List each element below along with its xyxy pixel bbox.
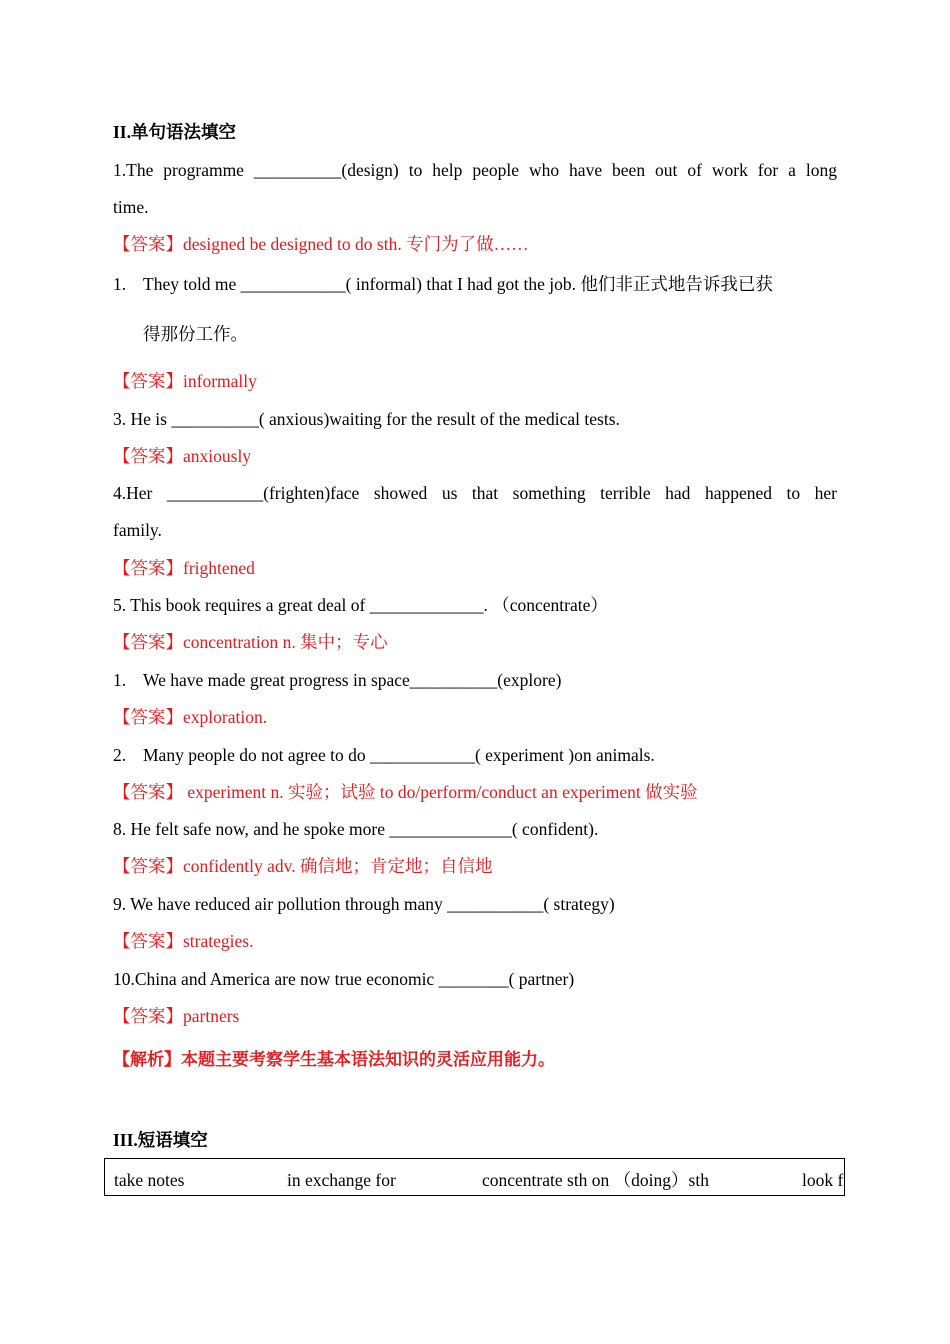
question-4-line2: family. bbox=[113, 520, 162, 540]
question-2-answer: 【答案】informally bbox=[113, 371, 257, 391]
question-6-answer: 【答案】exploration. bbox=[113, 707, 268, 727]
question-6-number: 1. bbox=[113, 670, 127, 690]
question-7-number: 2. bbox=[113, 745, 127, 765]
section-iii-title: III.短语填空 bbox=[113, 1130, 208, 1150]
phrase-cell: take notes bbox=[114, 1170, 185, 1190]
question-9-answer: 【答案】strategies. bbox=[113, 931, 254, 951]
question-2-line2: 得那份工作。 bbox=[143, 324, 248, 344]
phrase-cell: look f bbox=[802, 1170, 844, 1190]
question-10-answer: 【答案】partners bbox=[113, 1006, 240, 1026]
section-ii-title: II.单句语法填空 bbox=[113, 122, 236, 142]
analysis-note: 【解析】本题主要考察学生基本语法知识的灵活应用能力。 bbox=[113, 1050, 555, 1070]
question-3-line1: 3. He is __________( anxious)waiting for the result of the medical tests. bbox=[113, 409, 620, 429]
question-3-answer: 【答案】anxiously bbox=[113, 446, 252, 466]
question-1-answer: 【答案】designed be designed to do sth. 专门为了做…… bbox=[113, 234, 529, 254]
phrase-table bbox=[104, 1158, 845, 1196]
question-5-line1: 5. This book requires a great deal of _____________. （concentrate） bbox=[113, 595, 608, 615]
question-8-line1: 8. He felt safe now, and he spoke more ______________( confident). bbox=[113, 819, 599, 839]
question-7-line1: Many people do not agree to do ____________( experiment )on animals. bbox=[143, 745, 655, 765]
question-10-line1: 10.China and America are now true economic ________( partner) bbox=[113, 969, 575, 989]
question-4-line1: 4.Her ___________(frighten)face showed us that something terrible had happened to her bbox=[113, 483, 837, 503]
question-9-line1: 9. We have reduced air pollution through many ___________( strategy) bbox=[113, 894, 615, 914]
question-5-answer: 【答案】concentration n. 集中；专心 bbox=[113, 632, 388, 652]
question-6-line1: We have made great progress in space__________(explore) bbox=[143, 670, 562, 690]
question-1-line1: 1.The programme __________(design) to help people who have been out of work for a long bbox=[113, 160, 837, 180]
question-8-answer: 【答案】confidently adv. 确信地；肯定地；自信地 bbox=[113, 856, 493, 876]
question-7-answer: 【答案】 experiment n. 实验；试验 to do/perform/conduct an experiment 做实验 bbox=[113, 782, 698, 802]
question-1-line2: time. bbox=[113, 197, 149, 217]
question-4-answer: 【答案】frightened bbox=[113, 558, 255, 578]
question-2-number: 1. bbox=[113, 274, 127, 294]
question-2-line1: They told me ____________( informal) that I had got the job. 他们非正式地告诉我已获 bbox=[143, 274, 773, 294]
phrase-cell: concentrate sth on （doing）sth bbox=[482, 1170, 709, 1190]
phrase-cell: in exchange for bbox=[287, 1170, 396, 1190]
